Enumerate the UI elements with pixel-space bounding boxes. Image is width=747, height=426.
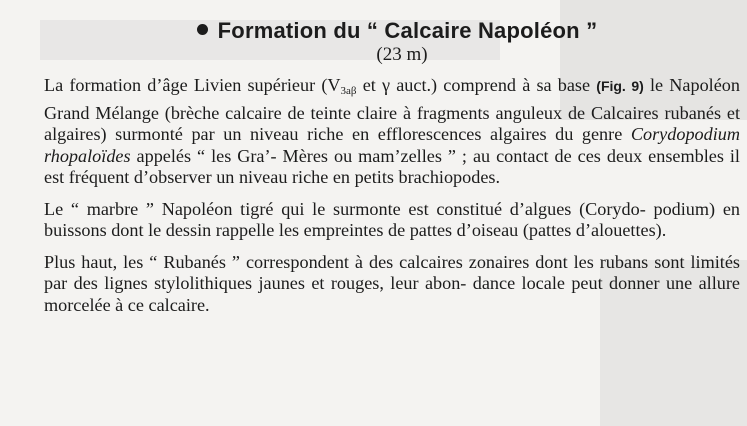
- p1-text-4: appelés “ les Gra’- Mères ou mam’zelles ” ; au contact de ces deux ensembles il est fréquent d’observer un niveau riche en petits brachiopodes.: [44, 145, 740, 187]
- p1-text-2: et γ auct.) comprend à sa base: [356, 75, 597, 95]
- section-heading: [44, 18, 740, 44]
- species-name: Corydopodium rhopaloïdes: [44, 124, 740, 166]
- p1-subscript: 3aβ: [340, 85, 357, 97]
- figure-reference: (Fig. 9): [596, 78, 644, 94]
- section-title: Formation du “ Calcaire Napoléon ”: [217, 18, 598, 43]
- thickness-label: (23 m): [376, 44, 428, 65]
- paragraph-2: Le “ marbre ” Napoléon tigré qui le surmonte est constitué d’algues (Corydo- podium) en buissons dont le dessin rappelle les empreintes de pattes d’oiseau (pattes d’alouettes).: [44, 198, 740, 240]
- paragraph-3: Plus haut, les “ Rubanés ” correspondent à des calcaires zonaires dont les rubans sont limités par des lignes stylolithiques jaunes et rouges, leur abon- dance locale peut donner une allure morcelée à ce calcaire.: [44, 251, 740, 315]
- document-body: [44, 18, 740, 316]
- paragraph-1: [44, 75, 740, 189]
- p1-text-1: La formation d’âge Livien supérieur (V: [44, 75, 341, 95]
- bullet-icon: [197, 24, 208, 35]
- p1-text-3: le Napoléon Grand Mélange (brèche calcaire de teinte claire à fragments anguleux de Calcaires rubanés et algaires) surmonté par un niveau riche en efflorescences algaires du genre: [44, 75, 740, 144]
